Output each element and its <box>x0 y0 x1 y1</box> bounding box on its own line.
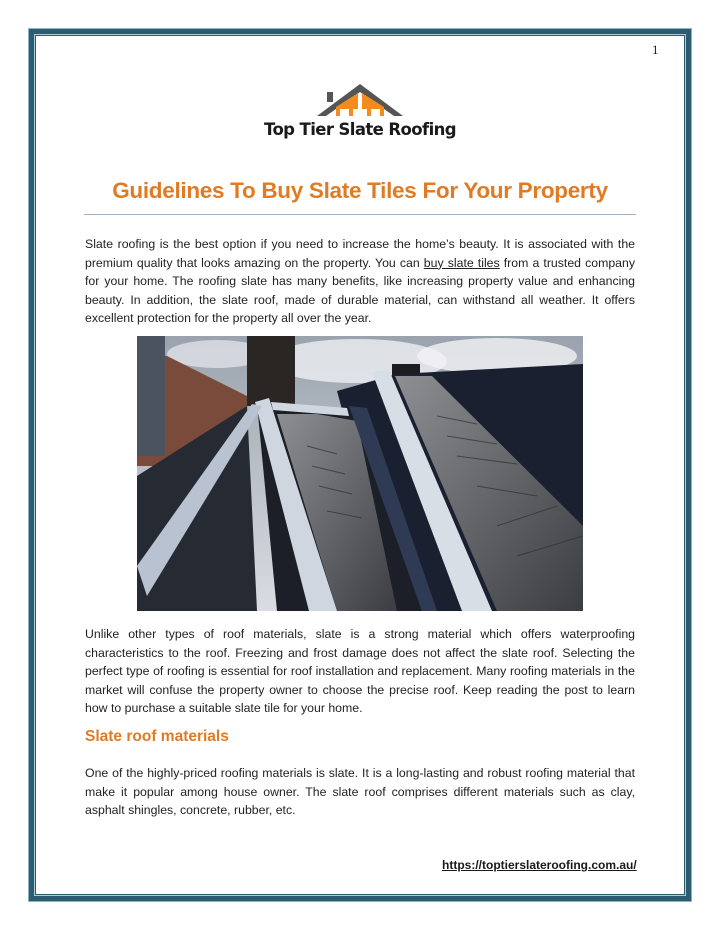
section-paragraph: One of the highly-priced roofing materials is slate. It is a long-lasting and robust roofing material that make it popular among house owner. The slate roof comprises different materials such as clay, asphalt shingles, concrete, rubber, etc. <box>85 766 635 818</box>
roof-photo <box>137 336 583 611</box>
page-title: Guidelines To Buy Slate Tiles For Your Property <box>112 178 608 203</box>
intro-text-before: Slate roofing is the best option if you need to increase the home’s beauty. It is associated with the premium quality that looks amazing on the property. You can <box>85 237 635 270</box>
intro-paragraph <box>85 235 635 328</box>
footer-website-link[interactable]: https://toptierslateroofing.com.au/ <box>442 858 637 872</box>
company-logo <box>260 82 460 148</box>
paragraph-roof-materials-intro: Unlike other types of roof materials, slate is a strong material which offers waterproofing characteristics to the roof. Freezing and frost damage does not affect the slate roof. Selecting the perfect type of roofing is essential for roof installation and replacement. Many roofing materials in the market will confuse the property owner to choose the precise roof. Keep reading the post to learn how to purchase a suitable slate tile for your home. <box>85 627 635 716</box>
slate-roof-image <box>137 336 583 611</box>
buy-slate-tiles-link[interactable]: buy slate tiles <box>423 255 500 270</box>
roof-logo-icon <box>260 82 460 122</box>
title-divider <box>84 214 636 215</box>
page-number: 1 <box>652 42 659 57</box>
intro-text-after: from a trusted company for your home. The roofing slate has many benefits, like increasing property value and enhancing beauty. In addition, the slate roof, made of durable material, can withstand all weather. It offers excellent protection for the property all over the year. <box>85 255 635 326</box>
logo-brand-name: Top Tier Slate Roofing <box>263 120 456 139</box>
section-heading: Slate roof materials <box>85 728 229 745</box>
